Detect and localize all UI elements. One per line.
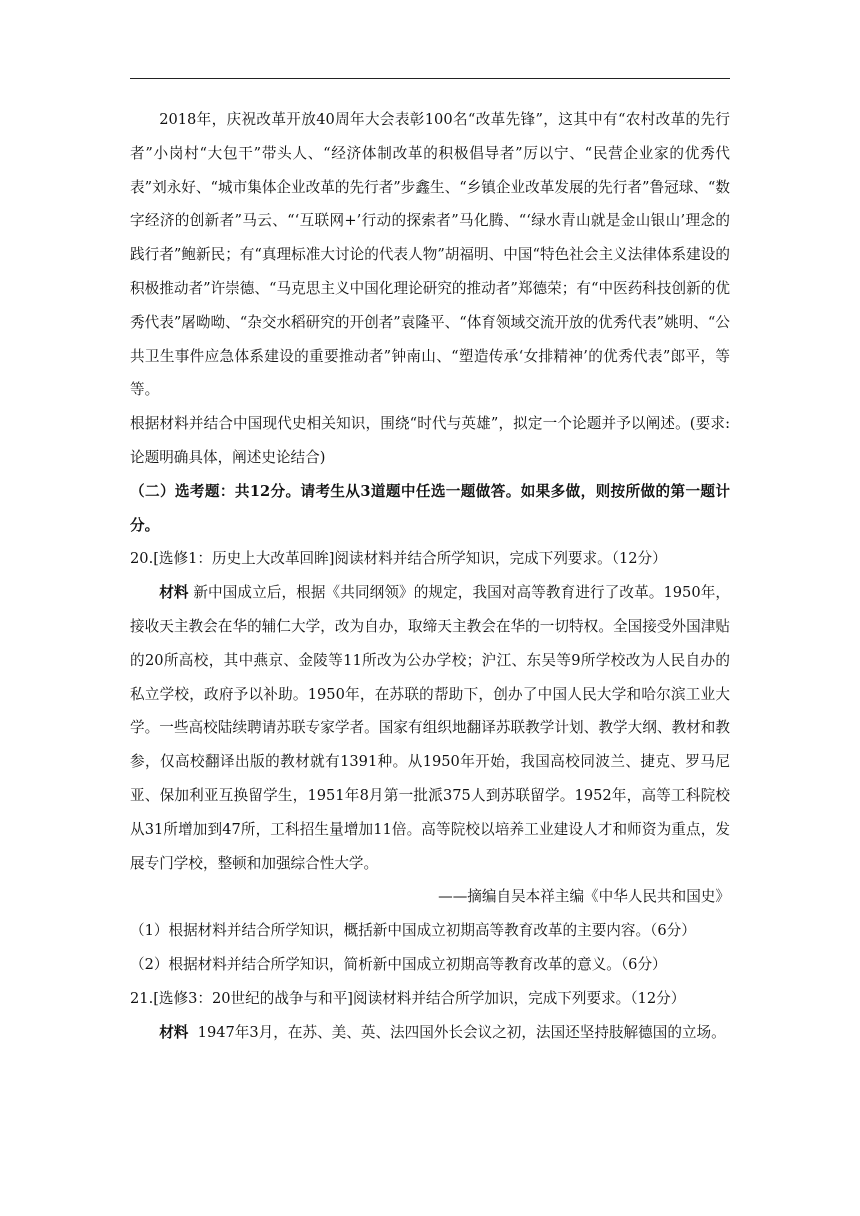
material-label: 材料 [159,1023,189,1041]
header-rule [130,78,730,79]
question-20-source: ——摘编自吴本祥主编《中华人民共和国史》 [438,888,730,906]
question-19-prompt: 根据材料并结合中国现代史相关知识，围绕“时代与英雄”，拟定一个论题并予以阐述。(要求:论题明确具体，阐述史论结合) [130,415,730,466]
material-text: 1947年3月，在苏、美、英、法四国外长会议之初，法国还坚持肢解德国的立场。 [197,1023,726,1041]
section-2-heading: （二）选考题：共12分。请考生从3道题中任选一题做答。如果多做，则按所做的第一题计分。 [130,482,730,534]
question-20-sub2: （2）根据材料并结合所学知识，简析新中国成立初期高等教育改革的意义。（6分） [130,955,667,973]
material-label: 材料 [159,584,189,602]
question-21-title: 21.[选修3：20世纪的战争与和平]阅读材料并结合所学加识，完成下列要求。（12分） [130,989,686,1007]
page-content [130,103,730,1049]
material-19-text: 2018年，庆祝改革开放40周年大会表彰100名“改革先锋”，这其中有“农村改革的先行者”小岗村“大包干”带头人、“经济体制改革的积极倡导者”厉以宁、“民营企业家的优秀代表”刘永好、“城市集体企业改革的先行者”步鑫生、“乡镇企业改革发展的先行者”鲁冠球、“数字经济的创新者”马云、“‘互联网+’行动的探索者”马化腾、“‘绿水青山就是金山银山’理念的践行者”鲍新民；有“真理标准大讨论的代表人物”胡福明、中国“特色社会主义法律体系建设的积极推动者”许崇德、“马克思主义中国化理论研究的推动者”郑德荣；有“中医药科技创新的优秀代表”屠呦呦、“杂交水稻研究的开创者”袁隆平、“体育领域交流开放的优秀代表”姚明、“公共卫生事件应急体系建设的重要推动者”钟南山、“塑造传承‘女排精神’的优秀代表”郎平，等等。 [130,111,730,399]
question-21-material [130,1016,730,1050]
question-20-title: 20.[选修1：历史上大改革回眸]阅读材料并结合所学知识，完成下列要求。（12分） [130,550,667,568]
question-20-material [130,576,730,880]
material-text: 新中国成立后，根据《共同纲领》的规定，我国对高等教育进行了改革。1950年，接收天主教会在华的辅仁大学，改为自办，取缔天主教会在华的一切特权。全国接受外国津贴的20所高校，其中燕京、金陵等11所改为公办学校；沪江、东吴等9所学校改为人民自办的私立学校，政府予以补助。1950年，在苏联的帮助下，创办了中国人民大学和哈尔滨工业大学。一些高校陆续聘请苏联专家学者。国家有组织地翻译苏联教学计划、教学大纲、教材和教参，仅高校翻译出版的教材就有1391种。从1950年开始，我国高校同波兰、捷克、罗马尼亚、保加利亚互换留学生，1951年8月第一批派375人到苏联留学。1952年，高等工科院校从31所增加到47所，工科招生量增加11倍。高等院校以培养工业建设人才和师资为重点，发展专门学校，整顿和加强综合性大学。 [130,584,730,872]
question-20-sub1: （1）根据材料并结合所学知识，概括新中国成立初期高等教育改革的主要内容。（6分） [130,922,696,940]
